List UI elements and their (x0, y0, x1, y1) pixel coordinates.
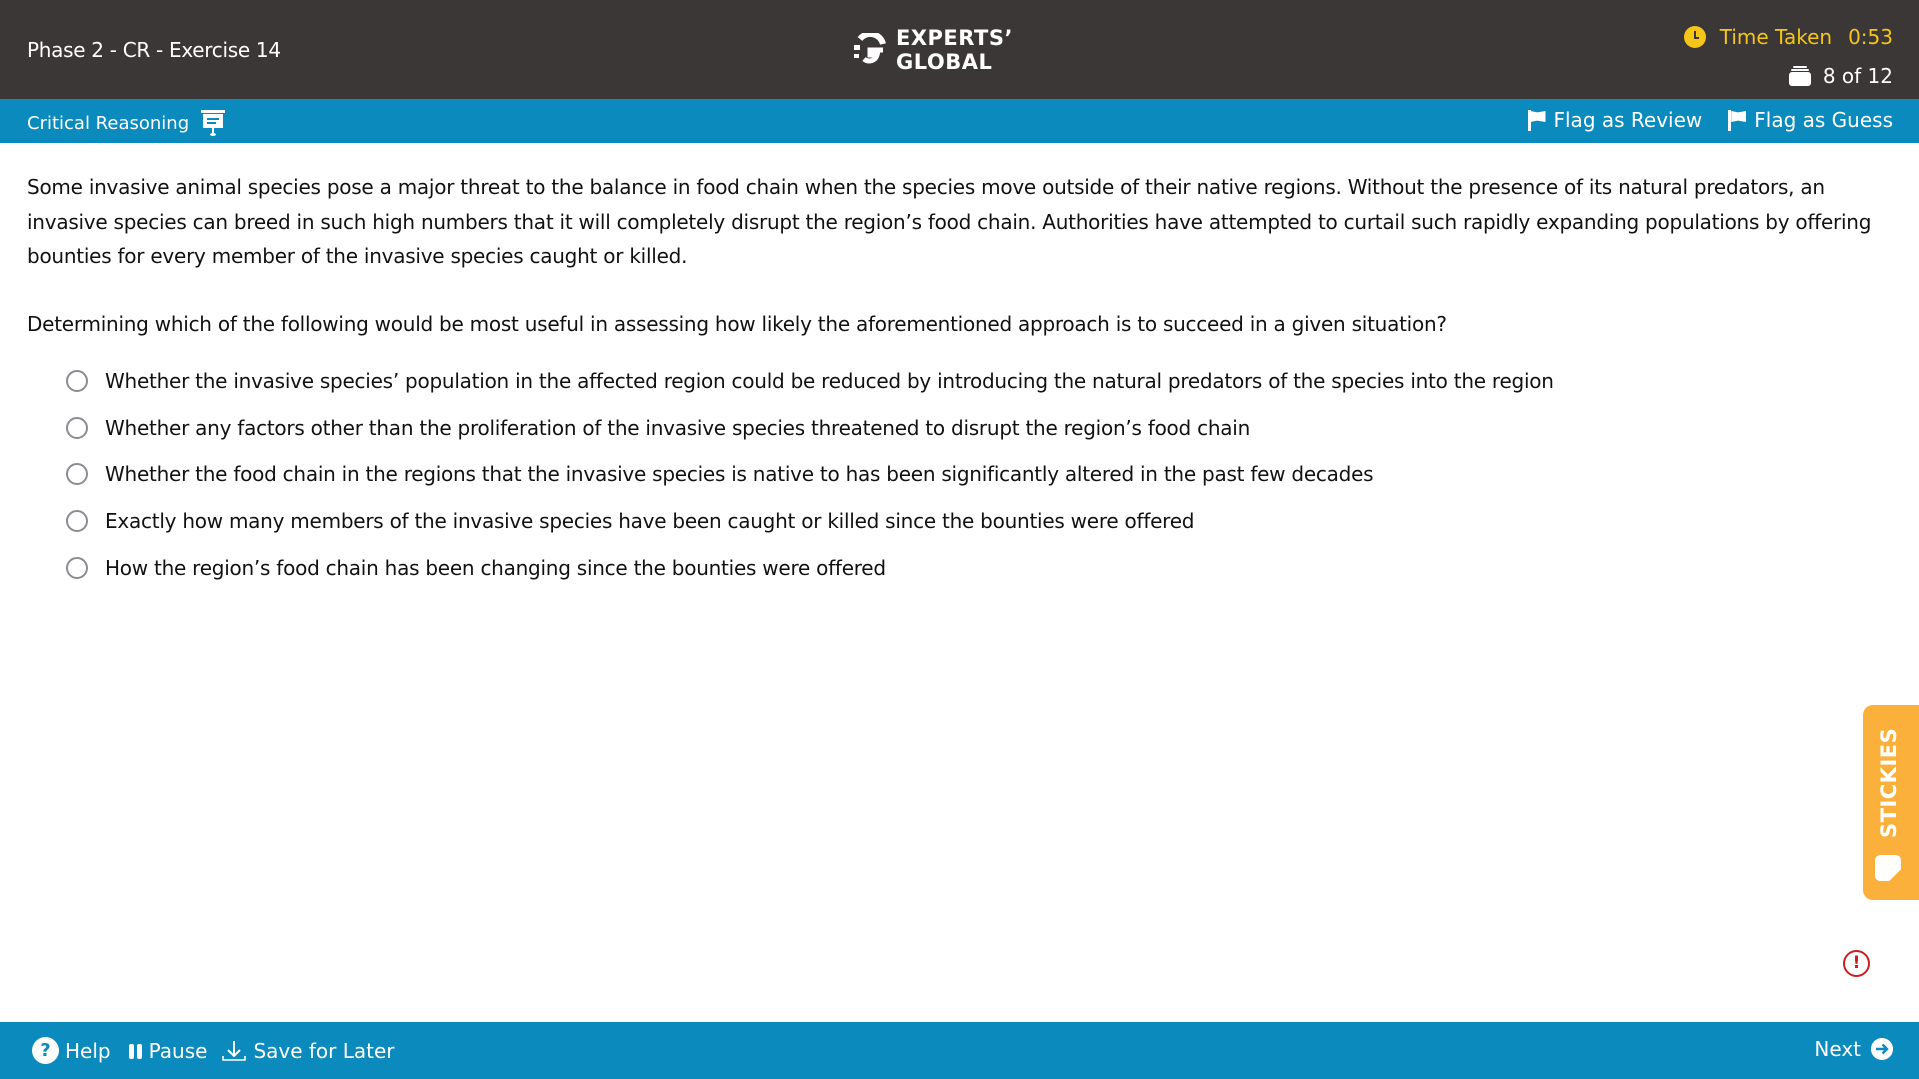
save-for-later-label: Save for Later (253, 1038, 395, 1063)
flag-icon (1728, 109, 1746, 131)
answer-option-a[interactable] (27, 358, 1887, 405)
time-taken-label: Time Taken (1719, 25, 1833, 49)
save-for-later-button[interactable] (221, 1039, 394, 1063)
time-taken (1684, 25, 1893, 49)
radio-button[interactable] (66, 417, 88, 439)
arrow-right-circle-icon (1871, 1038, 1893, 1060)
bottom-toolbar (0, 1022, 1919, 1079)
radio-button[interactable] (66, 370, 88, 392)
question-circle-icon: ? (32, 1037, 59, 1064)
top-header (0, 0, 1919, 99)
exclamation-circle-icon[interactable]: ! (1843, 950, 1870, 977)
logo-g-icon (854, 33, 886, 67)
flag-controls (1528, 108, 1894, 132)
stickies-tab[interactable] (1863, 705, 1919, 900)
option-label: Whether any factors other than the proliferation of the invasive species threatened to disrupt the region’s food chain (105, 415, 1251, 440)
logo-line-2: GLOBAL (896, 50, 993, 74)
presentation-board-icon[interactable] (201, 110, 225, 136)
section-title-label: Critical Reasoning (27, 112, 190, 134)
next-label: Next (1814, 1037, 1861, 1061)
sticky-note-icon (1875, 855, 1901, 881)
answer-option-e[interactable] (27, 544, 1887, 591)
section-bar (0, 99, 1919, 143)
next-button[interactable] (1814, 1037, 1893, 1061)
pause-icon (129, 1043, 143, 1059)
radio-button[interactable] (66, 557, 88, 579)
flag-icon (1528, 109, 1546, 131)
answer-option-b[interactable] (27, 404, 1887, 451)
help-button[interactable] (32, 1037, 111, 1064)
help-label: Help (65, 1038, 111, 1063)
flag-as-guess-button[interactable] (1728, 108, 1893, 132)
answer-option-c[interactable] (27, 451, 1887, 498)
time-taken-value: 0:53 (1848, 25, 1893, 49)
radio-button[interactable] (66, 463, 88, 485)
flag-as-review-button[interactable] (1528, 108, 1703, 132)
stickies-label: STICKIES (1877, 727, 1901, 838)
option-label: Whether the food chain in the regions that the invasive species is native to has been significantly altered in the past few decades (105, 462, 1374, 487)
option-label: Whether the invasive species’ population in the affected region could be reduced by introducing the natural predators of the species into the region (105, 368, 1554, 393)
flag-as-review-label: Flag as Review (1553, 108, 1703, 132)
clock-icon (1684, 26, 1706, 48)
pause-button[interactable] (125, 1039, 208, 1063)
section-title (27, 110, 225, 136)
logo-line-1: EXPERTS’ (896, 26, 1013, 50)
question-counter: 8 of 12 (1822, 64, 1893, 88)
option-label: Exactly how many members of the invasive species have been caught or killed since the bounties were offered (105, 508, 1195, 533)
radio-button[interactable] (66, 510, 88, 532)
answer-option-d[interactable] (27, 498, 1887, 545)
experts-global-logo (854, 26, 1013, 74)
passage-text: Some invasive animal species pose a major threat to the balance in food chain when the species move outside of their native regions. Without the presence of its natural predators, an invasive species can breed in such high numbers that it will completely disrupt the region’s food chain. Authorities have attempted to curtail such rapidly expanding populations by offering bounties for every member of the invasive species caught or killed. (27, 175, 1872, 268)
exercise-title: Phase 2 - CR - Exercise 14 (27, 38, 281, 62)
question-progress (1789, 64, 1893, 88)
download-icon (221, 1039, 247, 1063)
answer-options (27, 358, 1887, 591)
flag-as-guess-label: Flag as Guess (1754, 108, 1893, 132)
stack-icon (1789, 66, 1811, 86)
option-label: How the region’s food chain has been changing since the bounties were offered (105, 555, 886, 580)
question-content (27, 170, 1887, 591)
question-prompt: Determining which of the following would be most useful in assessing how likely the aforementioned approach is to succeed in a given situation? (27, 311, 1447, 336)
pause-label: Pause (148, 1038, 208, 1063)
